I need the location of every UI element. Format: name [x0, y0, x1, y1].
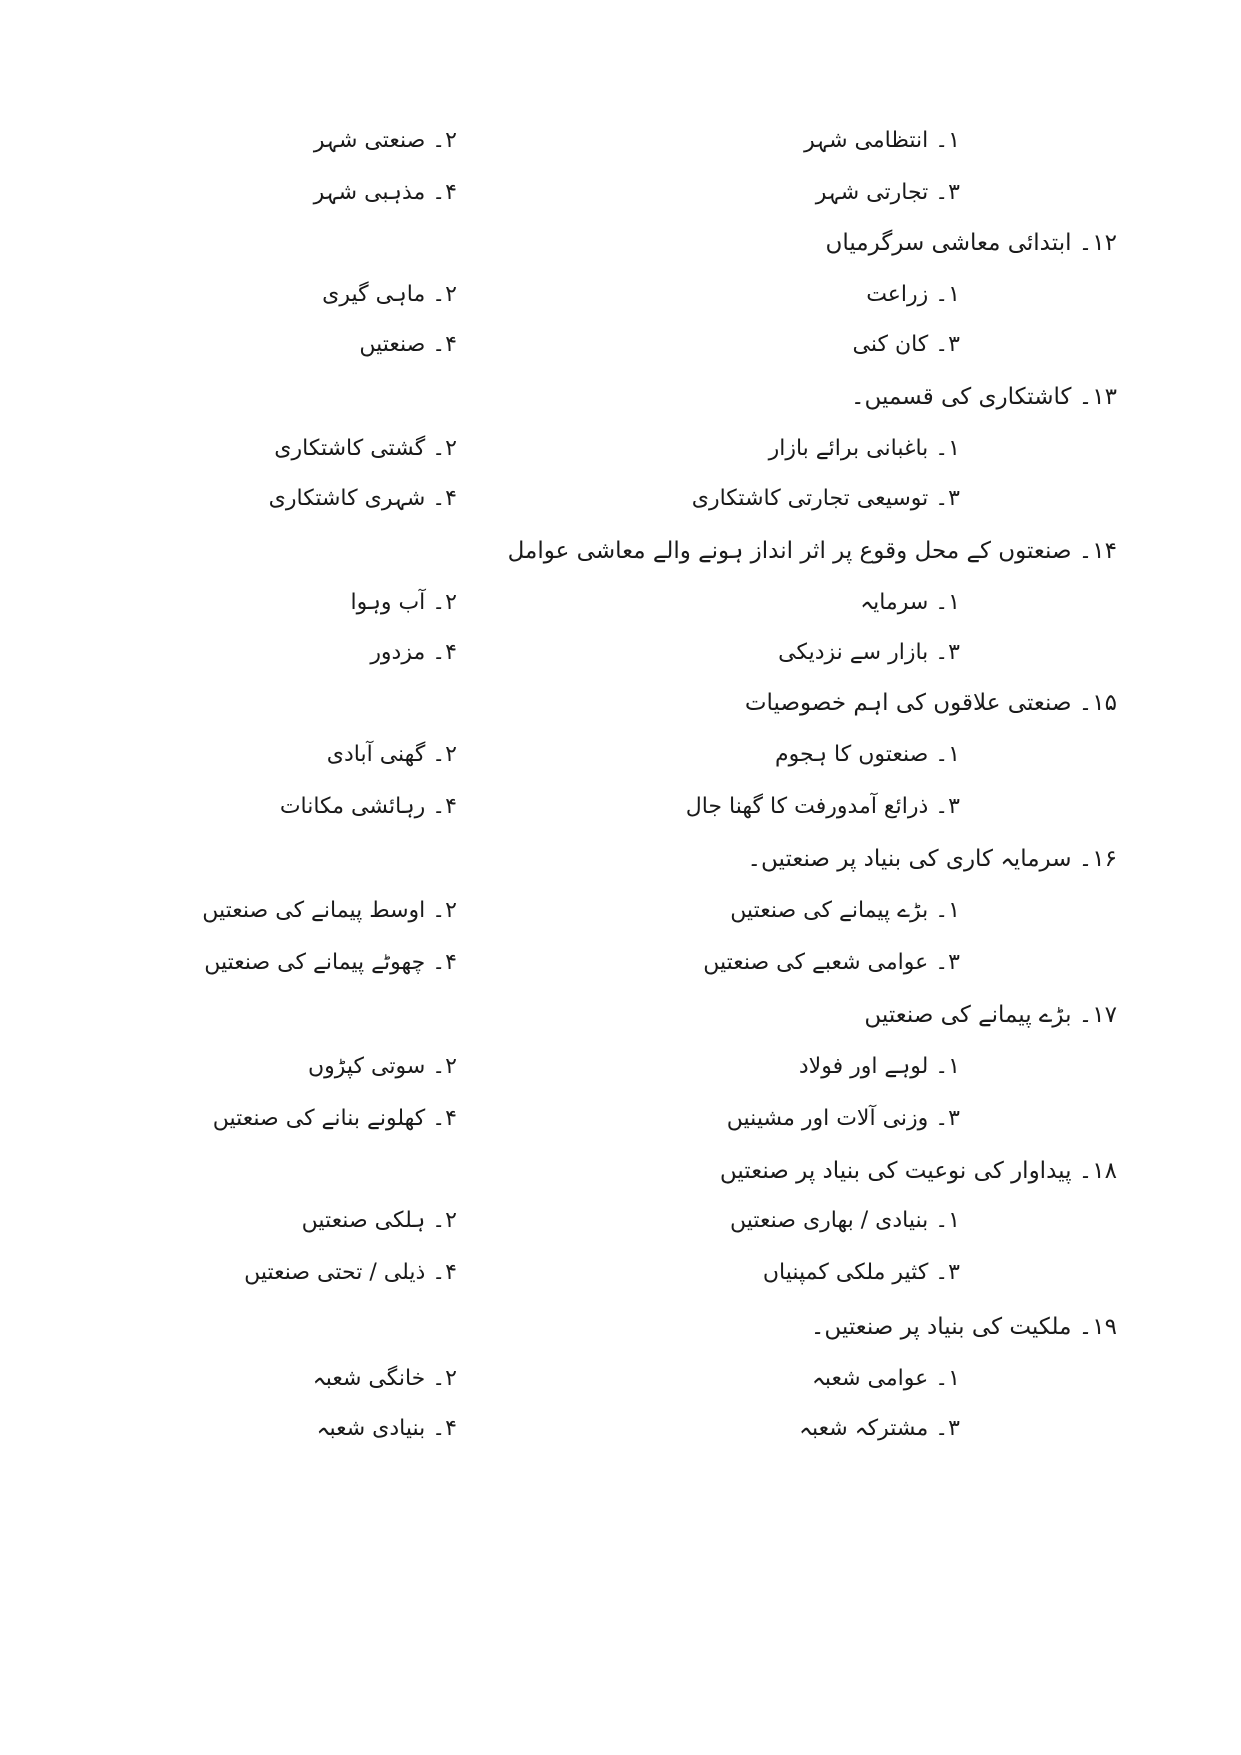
option-1: ۱۔ لوہے اور فولاد [798, 1054, 960, 1079]
option-3: ۳۔ عوامی شعبے کی صنعتیں [703, 950, 960, 975]
option-2: ۲۔ ماہی گیری [322, 282, 457, 307]
option-3: ۳۔ کثیر ملکی کمپنیاں [762, 1260, 960, 1285]
option-4: ۴۔ ذیلی / تحتی صنعتیں [244, 1260, 457, 1285]
option-3: ۳۔ مشترکہ شعبہ [799, 1416, 960, 1441]
option-1: ۱۔ صنعتوں کا ہجوم [774, 742, 960, 767]
option-1: ۱۔ عوامی شعبہ [811, 1366, 960, 1391]
question-16-heading: ۱۶۔ سرمایہ کاری کی بنیاد پر صنعتیں۔ [747, 846, 1117, 872]
option-3: ۳۔ تجارتی شہر [815, 180, 960, 205]
question-17-heading: ۱۷۔ بڑے پیمانے کی صنعتیں [864, 1002, 1117, 1028]
option-1: ۱۔ سرمایہ [860, 590, 960, 615]
option-3: ۳۔ وزنی آلات اور مشینیں [726, 1106, 960, 1131]
question-13-heading: ۱۳۔ کاشتکاری کی قسمیں۔ [851, 384, 1117, 410]
question-14-heading: ۱۴۔ صنعتوں کے محل وقوع پر اثر انداز ہونے والے معاشی عوامل [507, 538, 1117, 564]
question-12-heading: ۱۲۔ ابتدائی معاشی سرگرمیاں [825, 230, 1117, 256]
option-4: ۴۔ رہائشی مکانات [279, 794, 457, 819]
option-2: ۲۔ صنعتی شہر [313, 128, 457, 153]
option-2: ۲۔ آب وہوا [350, 590, 457, 615]
option-4: ۴۔ صنعتیں [359, 332, 457, 357]
option-1: ۱۔ بنیادی / بھاری صنعتیں [730, 1208, 960, 1233]
option-3: ۳۔ کان کنی [852, 332, 960, 357]
option-2: ۲۔ گھنی آبادی [326, 742, 457, 767]
option-4: ۴۔ کھلونے بنانے کی صنعتیں [212, 1106, 457, 1131]
option-4: ۴۔ چھوٹے پیمانے کی صنعتیں [204, 950, 457, 975]
option-2: ۲۔ اوسط پیمانے کی صنعتیں [202, 898, 457, 923]
option-4: ۴۔ مزدور [370, 640, 457, 665]
option-1: ۱۔ انتظامی شہر [804, 128, 960, 153]
option-1: ۱۔ باغبانی برائے بازار [768, 436, 960, 461]
question-15-heading: ۱۵۔ صنعتی علاقوں کی اہم خصوصیات [744, 690, 1117, 716]
option-2: ۲۔ ہلکی صنعتیں [301, 1208, 457, 1233]
option-2: ۲۔ خانگی شعبہ [312, 1366, 457, 1391]
option-2: ۲۔ سوتی کپڑوں [308, 1054, 457, 1079]
question-19-heading: ۱۹۔ ملکیت کی بنیاد پر صنعتیں۔ [810, 1314, 1117, 1340]
option-4: ۴۔ شہری کاشتکاری [268, 486, 457, 511]
option-3: ۳۔ توسیعی تجارتی کاشتکاری [691, 486, 960, 511]
option-4: ۴۔ بنیادی شعبہ [316, 1416, 457, 1441]
option-1: ۱۔ بڑے پیمانے کی صنعتیں [730, 898, 960, 923]
option-3: ۳۔ بازار سے نزدیکی [778, 640, 960, 665]
option-2: ۲۔ گشتی کاشتکاری [274, 436, 457, 461]
option-3: ۳۔ ذرائع آمدورفت کا گھنا جال [685, 794, 960, 819]
option-4: ۴۔ مذہبی شہر [313, 180, 457, 205]
option-1: ۱۔ زراعت [866, 282, 960, 307]
question-18-heading: ۱۸۔ پیداوار کی نوعیت کی بنیاد پر صنعتیں [719, 1158, 1117, 1184]
